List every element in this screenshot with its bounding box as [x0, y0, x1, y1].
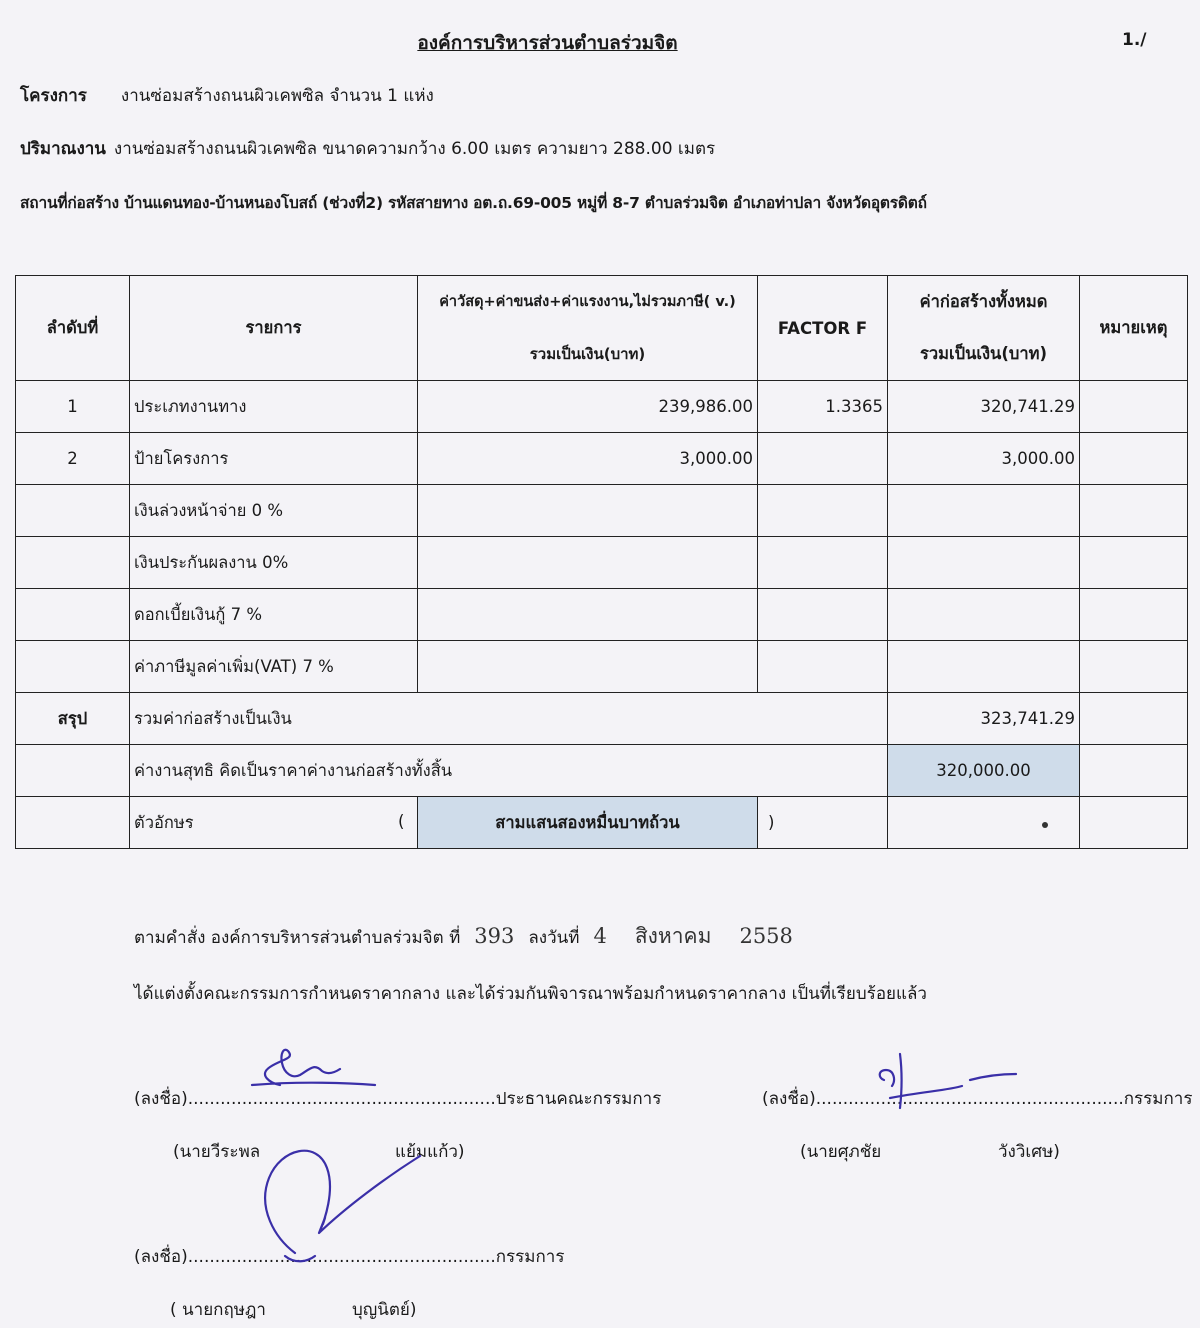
row-total: [888, 589, 1080, 641]
row-total: 320,741.29: [888, 381, 1080, 433]
order-day: 4: [593, 924, 607, 948]
row-note: [1080, 537, 1188, 589]
signature-1-last-name: แย้มแก้ว): [395, 1142, 465, 1162]
order-number: 393: [474, 924, 515, 948]
col-note-header: หมายเหตุ: [1080, 276, 1188, 381]
row-factor: [758, 589, 888, 641]
row-cost: [418, 641, 758, 693]
page-number: 1./: [1122, 30, 1147, 50]
words-close-cell: [758, 797, 888, 849]
words-note: [1080, 797, 1188, 849]
project-line: [20, 82, 434, 109]
row-no: [16, 589, 130, 641]
row-cost: 239,986.00: [418, 381, 758, 433]
order-date-label: ลงวันที่: [528, 928, 580, 948]
net-item: ค่างานสุทธิ คิดเป็นราคาค่างานก่อสร้างทั้งสิ้น: [130, 745, 888, 797]
row-factor: [758, 485, 888, 537]
org-title: องค์การบริหารส่วนตำบลร่วมจิต: [417, 32, 678, 54]
quantity-line: [20, 135, 715, 162]
signature-2-first-name: (นายศุภชัย: [800, 1142, 882, 1162]
words-open-paren: (: [398, 812, 405, 831]
signature-3-line: (ลงชื่อ).........................................................กรรมการ: [134, 1247, 565, 1267]
signature-2-last-name: วังวิเศษ): [998, 1142, 1060, 1162]
words-close-paren: ): [768, 813, 775, 832]
cost-table: [15, 275, 1188, 849]
row-cost: [418, 589, 758, 641]
col-item-header: รายการ: [130, 276, 418, 381]
words-no: [16, 797, 130, 849]
words-row: [16, 797, 1188, 849]
row-item: เงินประกันผลงาน 0%: [130, 537, 418, 589]
row-total: [888, 537, 1080, 589]
order-line: [134, 920, 807, 953]
row-factor: 1.3365: [758, 381, 888, 433]
row-cost: [418, 485, 758, 537]
signature-3-scribble: [255, 1138, 430, 1273]
signature-3-first-name: ( นายกฤษฎา: [170, 1300, 266, 1320]
row-total: [888, 485, 1080, 537]
table-row: [16, 485, 1188, 537]
row-factor: [758, 641, 888, 693]
row-no: [16, 537, 130, 589]
order-month: สิงหาคม: [634, 924, 712, 948]
location-line: สถานที่ก่อสร้าง บ้านแดนทอง-บ้านหนองโบสถ์ (ช่วงที่2) รหัสสายทาง อต.ถ.69-005 หมู่ที่ 8-7 ตำบลร่วมจิต อำเภอท่าปลา จังหวัดอุตรดิตถ์: [20, 194, 927, 212]
row-note: [1080, 589, 1188, 641]
words-label: ตัวอักษร: [134, 812, 194, 832]
col-no-header: ลำดับที่: [16, 276, 130, 381]
summary-total: 323,741.29: [888, 693, 1080, 745]
row-note: [1080, 433, 1188, 485]
quantity-label: ปริมาณงาน: [20, 139, 106, 159]
signature-2-line: (ลงชื่อ).........................................................กรรมการ: [762, 1089, 1193, 1109]
signature-1-line: (ลงชื่อ).........................................................ประธานคณะกรรมการ: [134, 1089, 662, 1109]
table-header-row: [16, 276, 1188, 381]
row-item: เงินล่วงหน้าจ่าย 0 %: [130, 485, 418, 537]
net-row: [16, 745, 1188, 797]
row-item: ดอกเบี้ยเงินกู้ 7 %: [130, 589, 418, 641]
words-value: สามแสนสองหมื่นบาทถ้วน: [418, 797, 758, 849]
row-no: 1: [16, 381, 130, 433]
row-item: ประเภทงานทาง: [130, 381, 418, 433]
signature-2-scribble: [870, 1050, 1030, 1115]
summary-label: สรุป: [16, 693, 130, 745]
row-item: ค่าภาษีมูลค่าเพิ่ม(VAT) 7 %: [130, 641, 418, 693]
net-total: 320,000.00: [888, 745, 1080, 797]
order-prefix: ตามคำสั่ง องค์การบริหารส่วนตำบลร่วมจิต ที่: [134, 928, 461, 948]
signature-1-scribble: [240, 1045, 390, 1095]
summary-row: [16, 693, 1188, 745]
summary-note: [1080, 693, 1188, 745]
words-label-cell: [130, 797, 418, 849]
row-no: [16, 485, 130, 537]
row-note: [1080, 485, 1188, 537]
row-note: [1080, 381, 1188, 433]
net-note: [1080, 745, 1188, 797]
row-no: 2: [16, 433, 130, 485]
table-row: [16, 537, 1188, 589]
signature-3-last-name: บุญนิตย์): [352, 1300, 417, 1320]
signature-1-first-name: (นายวีระพล: [173, 1142, 261, 1162]
row-no: [16, 641, 130, 693]
row-factor: [758, 537, 888, 589]
summary-item: รวมค่าก่อสร้างเป็นเงิน: [130, 693, 888, 745]
row-item: ป้ายโครงการ: [130, 433, 418, 485]
row-factor: [758, 433, 888, 485]
col-total-header: ค่าก่อสร้างทั้งหมด รวมเป็นเงิน(บาท): [888, 276, 1080, 381]
quantity-value: งานซ่อมสร้างถนนผิวเคพซิล ขนาดความกว้าง 6.00 เมตร ความยาว 288.00 เมตร: [113, 139, 716, 159]
col-cost-header: ค่าวัสดุ+ค่าขนส่ง+ค่าแรงงาน,ไม่รวมภาษี( v.) รวมเป็นเงิน(บาท): [418, 276, 758, 381]
order-line2: ได้แต่งตั้งคณะกรรมการกำหนดราคากลาง และได้ร่วมกันพิจารณาพร้อมกำหนดราคากลาง เป็นที่เรียบร้อยแล้ว: [134, 984, 927, 1004]
row-cost: [418, 537, 758, 589]
col-factor-header: FACTOR F: [758, 276, 888, 381]
row-note: [1080, 641, 1188, 693]
row-cost: 3,000.00: [418, 433, 758, 485]
table-row: [16, 589, 1188, 641]
row-total: [888, 641, 1080, 693]
words-total-cell: [888, 797, 1080, 849]
ink-dot: [1042, 822, 1048, 828]
order-year: 2558: [739, 924, 793, 948]
project-value: งานซ่อมสร้างถนนผิวเคพซิล จำนวน 1 แห่ง: [120, 86, 434, 106]
table-row: [16, 433, 1188, 485]
row-total: 3,000.00: [888, 433, 1080, 485]
net-no: [16, 745, 130, 797]
table-row: [16, 381, 1188, 433]
project-label: โครงการ: [20, 86, 87, 106]
table-row: [16, 641, 1188, 693]
